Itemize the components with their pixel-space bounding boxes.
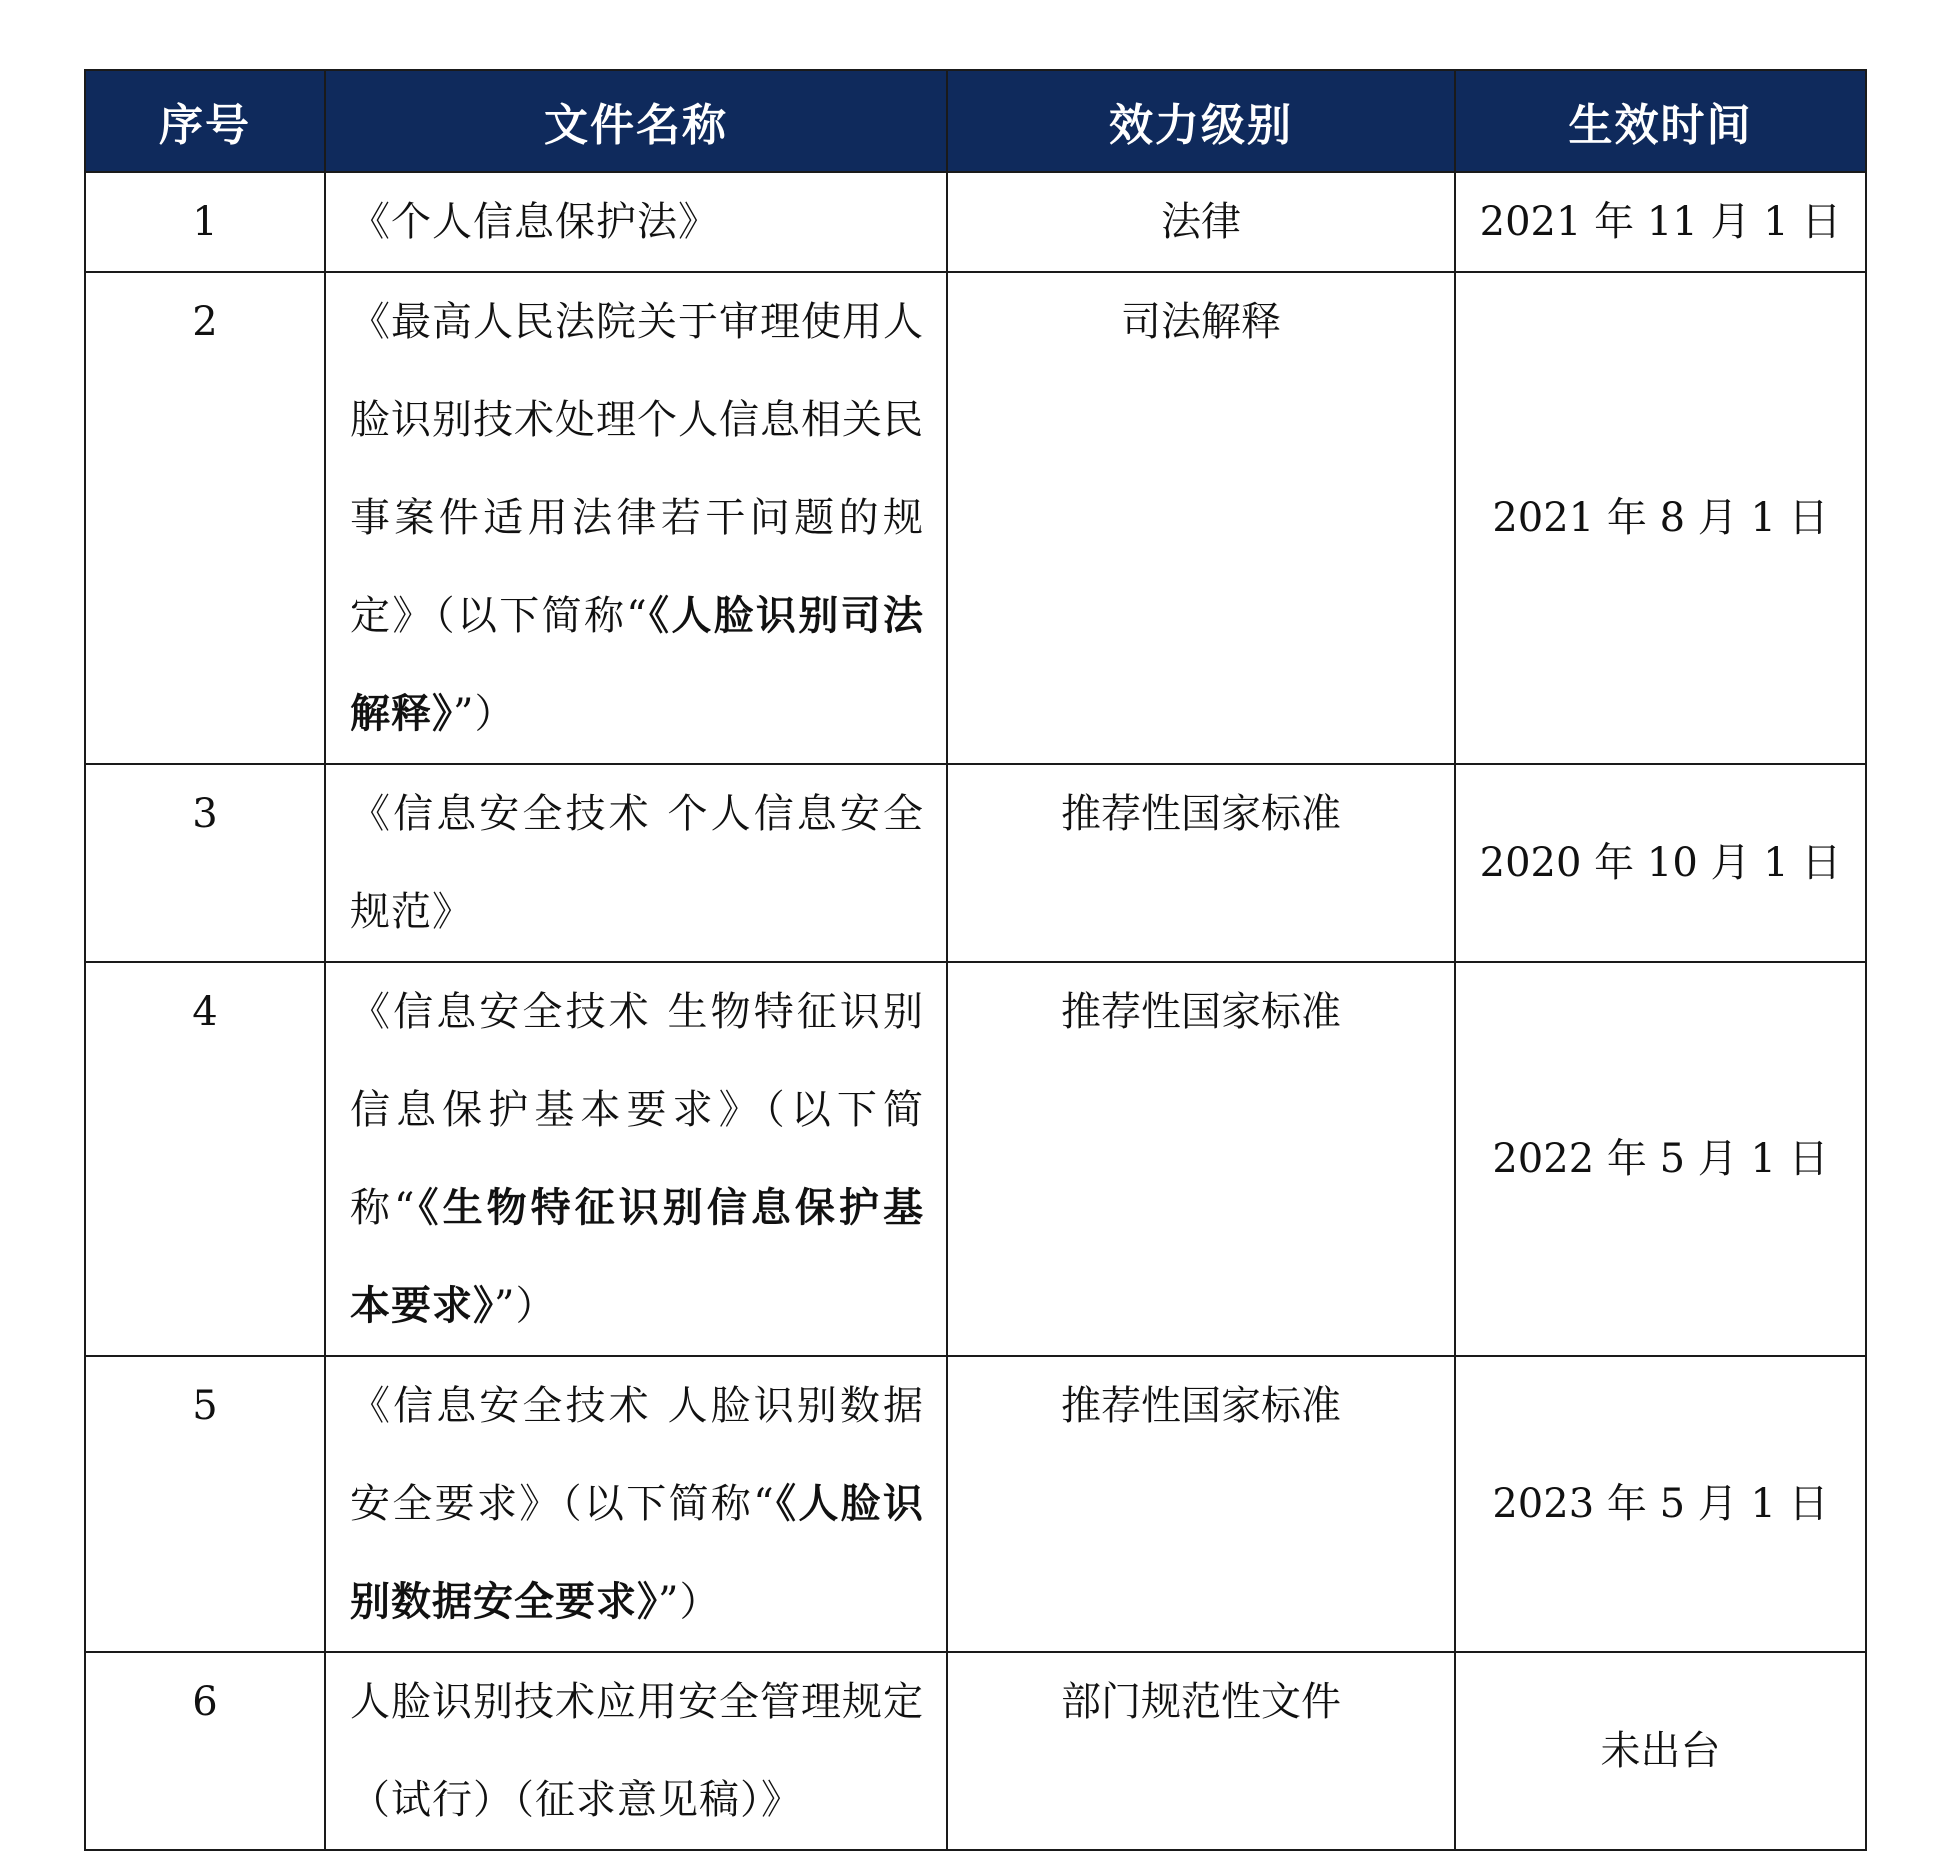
row-name xyxy=(325,962,947,1356)
name-text: 《信息安全技术 生物特征识别信息保护基本要求》（以下简称“ xyxy=(350,989,924,1231)
table-row xyxy=(85,272,1866,764)
name-text-end: ”） xyxy=(453,691,516,737)
name-text: 《最高人民法院关于审理使用人脸识别技术处理个人信息相关民事案件适用法律若干问题的规定》（以下简称“ xyxy=(350,299,924,639)
row-level: 推荐性国家标准 xyxy=(947,764,1455,962)
row-date: 2023 年 5 月 1 日 xyxy=(1455,1356,1866,1652)
header-level: 效力级别 xyxy=(947,70,1455,172)
row-num: 4 xyxy=(85,962,325,1356)
row-name xyxy=(325,172,947,272)
name-abbrev: 《人脸识别司法解释》 xyxy=(350,592,925,737)
row-date: 2021 年 8 月 1 日 xyxy=(1455,272,1866,764)
row-date: 2022 年 5 月 1 日 xyxy=(1455,962,1866,1356)
table-row xyxy=(85,764,1866,962)
row-name xyxy=(325,1652,947,1850)
row-level: 推荐性国家标准 xyxy=(947,1356,1455,1652)
row-num: 1 xyxy=(85,172,325,272)
name-text: 人脸识别技术应用安全管理规定（试行）（征求意见稿）》 xyxy=(350,1679,924,1823)
name-text: 《信息安全技术 人脸识别数据安全要求》（以下简称“ xyxy=(350,1383,924,1527)
name-abbrev: 《生物特征识别信息保护基本要求》 xyxy=(350,1184,925,1329)
name-text-end: ”） xyxy=(658,1579,721,1625)
row-num: 3 xyxy=(85,764,325,962)
header-row xyxy=(85,70,1866,172)
row-level: 法律 xyxy=(947,172,1455,272)
regulations-table xyxy=(84,69,1867,1851)
name-text: 《个人信息保护法》 xyxy=(350,199,719,245)
row-name xyxy=(325,764,947,962)
row-date: 2020 年 10 月 1 日 xyxy=(1455,764,1866,962)
row-name xyxy=(325,1356,947,1652)
row-name xyxy=(325,272,947,764)
row-num: 2 xyxy=(85,272,325,764)
row-level: 推荐性国家标准 xyxy=(947,962,1455,1356)
header-date: 生效时间 xyxy=(1455,70,1866,172)
row-level: 司法解释 xyxy=(947,272,1455,764)
table-row xyxy=(85,962,1866,1356)
name-text: 《信息安全技术 个人信息安全规范》 xyxy=(350,791,924,935)
table-row xyxy=(85,1356,1866,1652)
header-num: 序号 xyxy=(85,70,325,172)
row-num: 5 xyxy=(85,1356,325,1652)
table-row xyxy=(85,1652,1866,1850)
row-date: 未出台 xyxy=(1455,1652,1866,1850)
header-name: 文件名称 xyxy=(325,70,947,172)
table-row xyxy=(85,172,1866,272)
name-text-end: ”） xyxy=(494,1283,557,1329)
name-abbrev: 《人脸识别数据安全要求》 xyxy=(350,1480,925,1625)
row-level: 部门规范性文件 xyxy=(947,1652,1455,1850)
row-num: 6 xyxy=(85,1652,325,1850)
row-date: 2021 年 11 月 1 日 xyxy=(1455,172,1866,272)
